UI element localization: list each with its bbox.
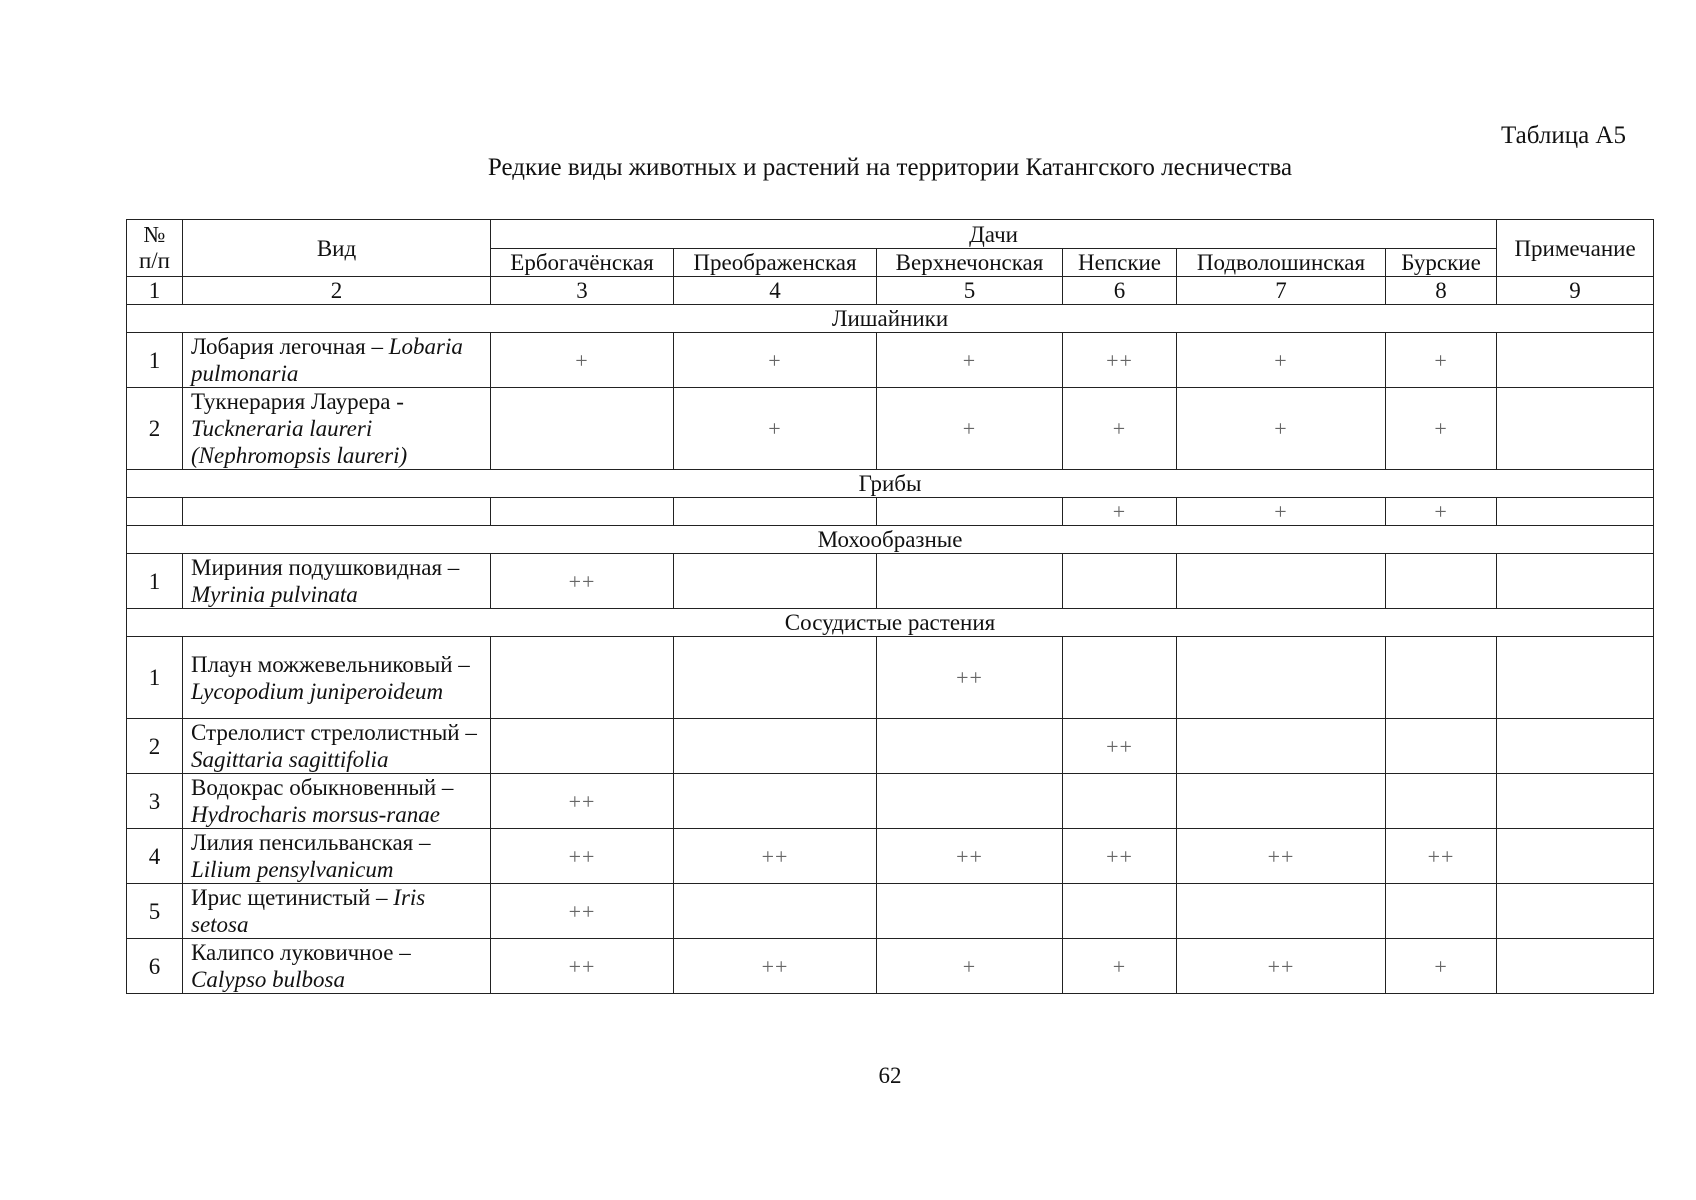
header-dacha-name: Ербогачёнская (491, 249, 674, 277)
presence-mark: ++ (1177, 939, 1386, 994)
species-name (183, 333, 491, 388)
presence-mark (1386, 884, 1497, 939)
species-name (183, 719, 491, 774)
presence-mark: + (1386, 333, 1497, 388)
header-dacha-name: Непские (1063, 249, 1177, 277)
row-number: 1 (127, 333, 183, 388)
species-row (127, 333, 1654, 388)
presence-mark: + (674, 333, 877, 388)
remark-cell (1497, 829, 1654, 884)
species-latin-name: Hydrocharis morsus-ranae (191, 802, 440, 827)
species-row (127, 554, 1654, 609)
species-russian-name: Лобария легочная – (191, 334, 383, 359)
column-number: 2 (183, 277, 491, 305)
section-row (127, 609, 1654, 637)
presence-mark (1063, 884, 1177, 939)
presence-mark: + (877, 939, 1063, 994)
presence-mark: + (877, 333, 1063, 388)
presence-mark: + (877, 388, 1063, 470)
section-row (127, 305, 1654, 333)
species-name (183, 774, 491, 829)
species-latin-name: Iris setosa (191, 885, 426, 937)
species-row (127, 719, 1654, 774)
presence-mark: + (1177, 388, 1386, 470)
presence-mark: + (674, 388, 877, 470)
species-latin-name: Lilium pensylvanicum (191, 857, 394, 882)
species-russian-name: Калипсо луковичное – (191, 940, 411, 965)
presence-mark: ++ (1063, 333, 1177, 388)
presence-mark: ++ (674, 829, 877, 884)
species-russian-name: Мириния подушковидная – (191, 555, 460, 580)
species-name (183, 939, 491, 994)
column-number: 1 (127, 277, 183, 305)
presence-mark: ++ (491, 939, 674, 994)
presence-mark (674, 774, 877, 829)
presence-mark: + (1177, 498, 1386, 526)
presence-mark: + (491, 333, 674, 388)
remark-cell (1497, 884, 1654, 939)
header-species: Вид (183, 220, 491, 277)
species-latin-name: Tuckneraria laureri (Nephromopsis laureri) (191, 416, 408, 468)
header-dacha-name: Бурские (1386, 249, 1497, 277)
presence-mark (877, 774, 1063, 829)
presence-mark (674, 637, 877, 719)
presence-mark (1386, 774, 1497, 829)
species-latin-name: Myrinia pulvinata (191, 582, 358, 607)
species-name (183, 637, 491, 719)
presence-mark: ++ (491, 554, 674, 609)
species-name (183, 388, 491, 470)
species-russian-name: Ирис щетинистый – (191, 885, 388, 910)
column-number: 3 (491, 277, 674, 305)
header-dacha-name: Преображенская (674, 249, 877, 277)
presence-mark (1063, 637, 1177, 719)
presence-mark: + (1386, 388, 1497, 470)
presence-mark: ++ (1063, 719, 1177, 774)
species-latin-name: Sagittaria sagittifolia (191, 747, 389, 772)
presence-mark (1177, 719, 1386, 774)
presence-mark (877, 498, 1063, 526)
species-russian-name: Стрелолист стрелолистный – (191, 720, 477, 745)
row-number: 2 (127, 719, 183, 774)
presence-mark (877, 719, 1063, 774)
presence-mark: ++ (877, 829, 1063, 884)
species-latin-name: Lycopodium juniperoideum (191, 678, 444, 704)
row-number: 2 (127, 388, 183, 470)
species-latin-name: Lobaria pulmonaria (191, 334, 463, 386)
presence-mark (1177, 884, 1386, 939)
species-latin-name: Calypso bulbosa (191, 967, 345, 992)
remark-cell (1497, 774, 1654, 829)
row-number: 4 (127, 829, 183, 884)
species-name (183, 829, 491, 884)
presence-mark (674, 554, 877, 609)
row-number: 1 (127, 554, 183, 609)
section-title: Сосудистые растения (127, 609, 1654, 637)
presence-mark (491, 637, 674, 719)
presence-mark (491, 498, 674, 526)
header-dachi: Дачи (491, 220, 1497, 249)
presence-mark: ++ (491, 884, 674, 939)
species-russian-name: Водокрас обыкновенный – (191, 775, 454, 800)
presence-mark: ++ (491, 829, 674, 884)
species-row (127, 829, 1654, 884)
species-name (183, 884, 491, 939)
row-number (127, 498, 183, 526)
presence-mark (674, 884, 877, 939)
presence-mark: ++ (1177, 829, 1386, 884)
page-number: 62 (878, 1063, 902, 1088)
presence-mark (1177, 554, 1386, 609)
presence-mark: + (1063, 388, 1177, 470)
species-row (127, 774, 1654, 829)
section-row (127, 526, 1654, 554)
column-number: 5 (877, 277, 1063, 305)
header-row (127, 220, 1654, 249)
presence-mark (1177, 774, 1386, 829)
presence-mark: + (1063, 498, 1177, 526)
column-numbers-row (127, 277, 1654, 305)
presence-mark: + (1063, 939, 1177, 994)
species-row (127, 637, 1654, 719)
presence-mark (877, 884, 1063, 939)
presence-mark: ++ (674, 939, 877, 994)
row-number: 1 (127, 637, 183, 719)
presence-mark: ++ (877, 637, 1063, 719)
column-number: 8 (1386, 277, 1497, 305)
column-number: 7 (1177, 277, 1386, 305)
presence-mark (674, 719, 877, 774)
presence-mark (877, 554, 1063, 609)
section-title: Лишайники (127, 305, 1654, 333)
header-dacha-name: Верхнечонская (877, 249, 1063, 277)
presence-mark (491, 719, 674, 774)
presence-mark: + (1386, 498, 1497, 526)
section-row (127, 470, 1654, 498)
species-name (183, 498, 491, 526)
presence-mark (1386, 719, 1497, 774)
rare-species-table (126, 219, 1654, 994)
column-number: 6 (1063, 277, 1177, 305)
row-number: 3 (127, 774, 183, 829)
remark-cell (1497, 939, 1654, 994)
presence-mark (491, 388, 674, 470)
column-number: 9 (1497, 277, 1654, 305)
remark-cell (1497, 498, 1654, 526)
column-number: 4 (674, 277, 877, 305)
header-remark: Примечание (1497, 220, 1654, 277)
section-title: Грибы (127, 470, 1654, 498)
species-row (127, 884, 1654, 939)
table-title: Редкие виды животных и растений на территории Катангского лесничества (487, 154, 1293, 181)
remark-cell (1497, 388, 1654, 470)
remark-cell (1497, 719, 1654, 774)
species-row (127, 939, 1654, 994)
table-label: Таблица А5 (1501, 122, 1626, 149)
presence-mark (674, 498, 877, 526)
row-number: 6 (127, 939, 183, 994)
presence-mark (1177, 637, 1386, 719)
species-row (127, 498, 1654, 526)
species-name (183, 554, 491, 609)
header-dacha-name: Подволошинская (1177, 249, 1386, 277)
presence-mark: + (1386, 939, 1497, 994)
presence-mark: ++ (1063, 829, 1177, 884)
presence-mark (1063, 774, 1177, 829)
presence-mark: + (1177, 333, 1386, 388)
presence-mark: ++ (491, 774, 674, 829)
remark-cell (1497, 333, 1654, 388)
header-no: № п/п (127, 220, 183, 277)
row-number: 5 (127, 884, 183, 939)
species-russian-name: Тукнерария Лаурера - (191, 389, 404, 414)
species-russian-name: Лилия пенсильванская – (191, 830, 431, 855)
presence-mark: ++ (1386, 829, 1497, 884)
presence-mark (1386, 637, 1497, 719)
presence-mark (1386, 554, 1497, 609)
species-russian-name: Плаун можжевельниковый – (191, 651, 470, 677)
section-title: Мохообразные (127, 526, 1654, 554)
remark-cell (1497, 637, 1654, 719)
presence-mark (1063, 554, 1177, 609)
species-row (127, 388, 1654, 470)
remark-cell (1497, 554, 1654, 609)
